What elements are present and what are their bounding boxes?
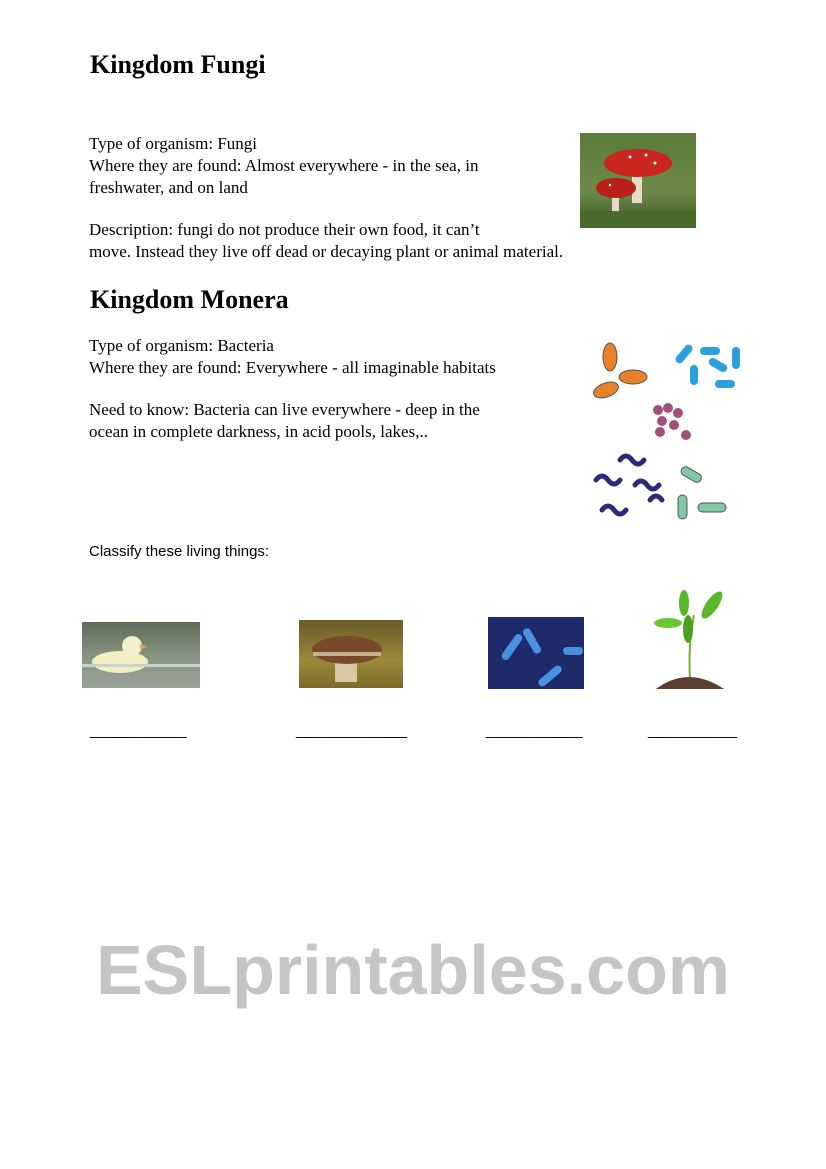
fungi-found-1: Where they are found: Almost everywhere - in the sea, in xyxy=(89,156,479,175)
monera-found: Where they are found: Everywhere - all imaginable habitats xyxy=(89,358,496,377)
fungi-found-2: freshwater, and on land xyxy=(89,178,248,197)
monera-need-2: ocean in complete darkness, in acid pools, lakes,.. xyxy=(89,422,428,441)
fungi-heading: Kingdom Fungi xyxy=(90,50,266,79)
monera-need-1: Need to know: Bacteria can live everywhere - deep in the xyxy=(89,400,480,419)
classify-instruction: Classify these living things: xyxy=(89,543,270,560)
bacteria-photo-image xyxy=(488,617,584,689)
answer-blank-4[interactable]: ____________ xyxy=(648,722,737,739)
answer-blank-3[interactable]: _____________ xyxy=(486,722,582,739)
monera-heading: Kingdom Monera xyxy=(90,285,289,314)
porcini-mushroom-image xyxy=(299,620,403,688)
watermark: ESLprintables.com xyxy=(95,931,731,1009)
fungi-desc-2: move. Instead they live off dead or decaying plant or animal material. xyxy=(89,242,564,261)
answer-blank-2[interactable]: _______________ xyxy=(296,722,407,739)
monera-type: Type of organism: Bacteria xyxy=(89,336,274,355)
amanita-mushroom-image xyxy=(580,133,696,228)
fungi-type: Type of organism: Fungi xyxy=(89,134,258,153)
fungi-desc-1: Description: fungi do not produce their own food, it can’t xyxy=(89,220,480,239)
bacteria-illustration xyxy=(590,335,750,535)
plant-seedling-image xyxy=(648,585,730,689)
duckling-image xyxy=(82,622,200,688)
answer-blank-1[interactable]: _____________ xyxy=(90,722,186,739)
